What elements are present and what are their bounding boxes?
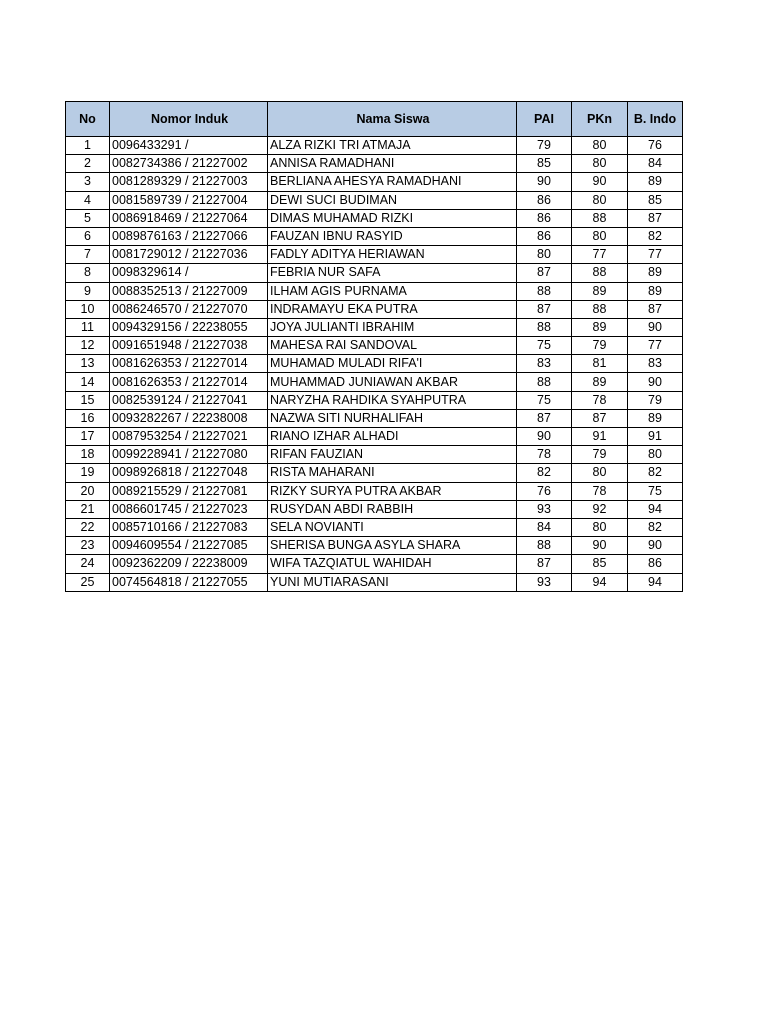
cell-pai: 79 bbox=[517, 137, 572, 155]
cell-nama-siswa: JOYA JULIANTI IBRAHIM bbox=[268, 318, 517, 336]
cell-pai: 86 bbox=[517, 209, 572, 227]
cell-no: 15 bbox=[66, 391, 110, 409]
cell-pai: 87 bbox=[517, 264, 572, 282]
cell-no: 21 bbox=[66, 500, 110, 518]
cell-nama-siswa: MUHAMMAD JUNIAWAN AKBAR bbox=[268, 373, 517, 391]
cell-nama-siswa: YUNI MUTIARASANI bbox=[268, 573, 517, 591]
cell-nama-siswa: INDRAMAYU EKA PUTRA bbox=[268, 300, 517, 318]
table-body bbox=[66, 137, 683, 592]
cell-pkn: 91 bbox=[572, 428, 628, 446]
cell-nama-siswa: RUSYDAN ABDI RABBIH bbox=[268, 500, 517, 518]
cell-b-indo: 90 bbox=[628, 537, 683, 555]
cell-no: 6 bbox=[66, 227, 110, 245]
table-row bbox=[66, 464, 683, 482]
cell-b-indo: 94 bbox=[628, 500, 683, 518]
table-row bbox=[66, 555, 683, 573]
cell-no: 18 bbox=[66, 446, 110, 464]
cell-no: 7 bbox=[66, 246, 110, 264]
cell-nama-siswa: ILHAM AGIS PURNAMA bbox=[268, 282, 517, 300]
cell-pkn: 78 bbox=[572, 482, 628, 500]
cell-b-indo: 77 bbox=[628, 246, 683, 264]
table-row bbox=[66, 137, 683, 155]
cell-nomor-induk: 0094329156 / 22238055 bbox=[110, 318, 268, 336]
cell-pai: 93 bbox=[517, 573, 572, 591]
cell-no: 16 bbox=[66, 409, 110, 427]
cell-pkn: 85 bbox=[572, 555, 628, 573]
cell-pai: 76 bbox=[517, 482, 572, 500]
cell-nama-siswa: RIANO IZHAR ALHADI bbox=[268, 428, 517, 446]
table-row bbox=[66, 264, 683, 282]
table-row bbox=[66, 428, 683, 446]
cell-no: 10 bbox=[66, 300, 110, 318]
table-row bbox=[66, 355, 683, 373]
cell-no: 19 bbox=[66, 464, 110, 482]
cell-pkn: 80 bbox=[572, 155, 628, 173]
cell-b-indo: 87 bbox=[628, 209, 683, 227]
cell-no: 14 bbox=[66, 373, 110, 391]
cell-nama-siswa: FEBRIA NUR SAFA bbox=[268, 264, 517, 282]
cell-pai: 87 bbox=[517, 300, 572, 318]
cell-b-indo: 82 bbox=[628, 227, 683, 245]
cell-b-indo: 77 bbox=[628, 337, 683, 355]
table-row bbox=[66, 173, 683, 191]
cell-pai: 85 bbox=[517, 155, 572, 173]
cell-pkn: 80 bbox=[572, 191, 628, 209]
cell-no: 13 bbox=[66, 355, 110, 373]
header-no: No bbox=[66, 102, 110, 137]
cell-no: 11 bbox=[66, 318, 110, 336]
cell-pai: 78 bbox=[517, 446, 572, 464]
cell-pai: 75 bbox=[517, 337, 572, 355]
table-row bbox=[66, 300, 683, 318]
cell-nomor-induk: 0081626353 / 21227014 bbox=[110, 373, 268, 391]
cell-nomor-induk: 0081289329 / 21227003 bbox=[110, 173, 268, 191]
cell-nama-siswa: ANNISA RAMADHANI bbox=[268, 155, 517, 173]
cell-no: 25 bbox=[66, 573, 110, 591]
cell-pkn: 89 bbox=[572, 318, 628, 336]
header-b-indo: B. Indo bbox=[628, 102, 683, 137]
cell-nomor-induk: 0092362209 / 22238009 bbox=[110, 555, 268, 573]
cell-nomor-induk: 0088352513 / 21227009 bbox=[110, 282, 268, 300]
cell-no: 1 bbox=[66, 137, 110, 155]
cell-nama-siswa: WIFA TAZQIATUL WAHIDAH bbox=[268, 555, 517, 573]
cell-pai: 83 bbox=[517, 355, 572, 373]
cell-no: 23 bbox=[66, 537, 110, 555]
cell-pai: 88 bbox=[517, 318, 572, 336]
table-row bbox=[66, 409, 683, 427]
cell-nomor-induk: 0082734386 / 21227002 bbox=[110, 155, 268, 173]
cell-b-indo: 90 bbox=[628, 373, 683, 391]
cell-nama-siswa: SHERISA BUNGA ASYLA SHARA bbox=[268, 537, 517, 555]
table-header-row bbox=[66, 102, 683, 137]
cell-pkn: 78 bbox=[572, 391, 628, 409]
cell-b-indo: 94 bbox=[628, 573, 683, 591]
cell-no: 20 bbox=[66, 482, 110, 500]
cell-pai: 87 bbox=[517, 409, 572, 427]
cell-no: 2 bbox=[66, 155, 110, 173]
cell-b-indo: 89 bbox=[628, 282, 683, 300]
cell-pkn: 89 bbox=[572, 282, 628, 300]
cell-pkn: 79 bbox=[572, 446, 628, 464]
cell-pai: 75 bbox=[517, 391, 572, 409]
cell-nama-siswa: BERLIANA AHESYA RAMADHANI bbox=[268, 173, 517, 191]
table-row bbox=[66, 518, 683, 536]
cell-pai: 93 bbox=[517, 500, 572, 518]
cell-nomor-induk: 0096433291 / bbox=[110, 137, 268, 155]
cell-b-indo: 85 bbox=[628, 191, 683, 209]
cell-nomor-induk: 0081626353 / 21227014 bbox=[110, 355, 268, 373]
cell-pkn: 80 bbox=[572, 518, 628, 536]
cell-no: 4 bbox=[66, 191, 110, 209]
cell-pkn: 88 bbox=[572, 300, 628, 318]
cell-no: 17 bbox=[66, 428, 110, 446]
cell-nama-siswa: RISTA MAHARANI bbox=[268, 464, 517, 482]
table-row bbox=[66, 209, 683, 227]
cell-b-indo: 91 bbox=[628, 428, 683, 446]
header-pkn: PKn bbox=[572, 102, 628, 137]
table-row bbox=[66, 191, 683, 209]
cell-nomor-induk: 0085710166 / 21227083 bbox=[110, 518, 268, 536]
cell-pkn: 81 bbox=[572, 355, 628, 373]
cell-nomor-induk: 0081729012 / 21227036 bbox=[110, 246, 268, 264]
cell-no: 22 bbox=[66, 518, 110, 536]
cell-pkn: 80 bbox=[572, 227, 628, 245]
cell-nomor-induk: 0086918469 / 21227064 bbox=[110, 209, 268, 227]
cell-nama-siswa: MUHAMAD MULADI RIFA'I bbox=[268, 355, 517, 373]
cell-pai: 84 bbox=[517, 518, 572, 536]
table-row bbox=[66, 337, 683, 355]
cell-pai: 80 bbox=[517, 246, 572, 264]
cell-nomor-induk: 0074564818 / 21227055 bbox=[110, 573, 268, 591]
table-row bbox=[66, 537, 683, 555]
cell-nomor-induk: 0089876163 / 21227066 bbox=[110, 227, 268, 245]
cell-nama-siswa: ALZA RIZKI TRI ATMAJA bbox=[268, 137, 517, 155]
table-row bbox=[66, 373, 683, 391]
cell-pkn: 90 bbox=[572, 173, 628, 191]
cell-pkn: 94 bbox=[572, 573, 628, 591]
cell-b-indo: 79 bbox=[628, 391, 683, 409]
cell-pkn: 79 bbox=[572, 337, 628, 355]
cell-b-indo: 89 bbox=[628, 173, 683, 191]
cell-pai: 86 bbox=[517, 227, 572, 245]
cell-pai: 88 bbox=[517, 282, 572, 300]
table-row bbox=[66, 573, 683, 591]
cell-no: 5 bbox=[66, 209, 110, 227]
cell-b-indo: 89 bbox=[628, 409, 683, 427]
table-row bbox=[66, 391, 683, 409]
table-row bbox=[66, 318, 683, 336]
cell-pkn: 89 bbox=[572, 373, 628, 391]
cell-nama-siswa: FAUZAN IBNU RASYID bbox=[268, 227, 517, 245]
cell-nama-siswa: DEWI SUCI BUDIMAN bbox=[268, 191, 517, 209]
cell-b-indo: 82 bbox=[628, 464, 683, 482]
table-row bbox=[66, 246, 683, 264]
cell-nama-siswa: NARYZHA RAHDIKA SYAHPUTRA bbox=[268, 391, 517, 409]
cell-nomor-induk: 0094609554 / 21227085 bbox=[110, 537, 268, 555]
table-row bbox=[66, 155, 683, 173]
cell-nama-siswa: RIFAN FAUZIAN bbox=[268, 446, 517, 464]
cell-pkn: 77 bbox=[572, 246, 628, 264]
table-row bbox=[66, 500, 683, 518]
grades-table bbox=[65, 101, 683, 592]
cell-pkn: 88 bbox=[572, 209, 628, 227]
cell-pai: 90 bbox=[517, 173, 572, 191]
cell-b-indo: 90 bbox=[628, 318, 683, 336]
cell-pkn: 87 bbox=[572, 409, 628, 427]
cell-pai: 87 bbox=[517, 555, 572, 573]
cell-b-indo: 89 bbox=[628, 264, 683, 282]
cell-nomor-induk: 0089215529 / 21227081 bbox=[110, 482, 268, 500]
cell-b-indo: 76 bbox=[628, 137, 683, 155]
cell-b-indo: 87 bbox=[628, 300, 683, 318]
cell-b-indo: 75 bbox=[628, 482, 683, 500]
cell-no: 8 bbox=[66, 264, 110, 282]
cell-nomor-induk: 0099228941 / 21227080 bbox=[110, 446, 268, 464]
cell-nama-siswa: MAHESA RAI SANDOVAL bbox=[268, 337, 517, 355]
table-row bbox=[66, 282, 683, 300]
cell-no: 3 bbox=[66, 173, 110, 191]
cell-nomor-induk: 0082539124 / 21227041 bbox=[110, 391, 268, 409]
cell-no: 24 bbox=[66, 555, 110, 573]
cell-nama-siswa: RIZKY SURYA PUTRA AKBAR bbox=[268, 482, 517, 500]
cell-nama-siswa: NAZWA SITI NURHALIFAH bbox=[268, 409, 517, 427]
cell-nomor-induk: 0091651948 / 21227038 bbox=[110, 337, 268, 355]
cell-nomor-induk: 0098329614 / bbox=[110, 264, 268, 282]
cell-nomor-induk: 0098926818 / 21227048 bbox=[110, 464, 268, 482]
cell-pai: 86 bbox=[517, 191, 572, 209]
cell-nama-siswa: FADLY ADITYA HERIAWAN bbox=[268, 246, 517, 264]
cell-pai: 90 bbox=[517, 428, 572, 446]
cell-nomor-induk: 0081589739 / 21227004 bbox=[110, 191, 268, 209]
table-row bbox=[66, 227, 683, 245]
cell-b-indo: 82 bbox=[628, 518, 683, 536]
header-nama-siswa: Nama Siswa bbox=[268, 102, 517, 137]
cell-no: 12 bbox=[66, 337, 110, 355]
cell-pai: 88 bbox=[517, 537, 572, 555]
cell-b-indo: 84 bbox=[628, 155, 683, 173]
cell-nama-siswa: DIMAS MUHAMAD RIZKI bbox=[268, 209, 517, 227]
cell-b-indo: 83 bbox=[628, 355, 683, 373]
cell-nomor-induk: 0086601745 / 21227023 bbox=[110, 500, 268, 518]
header-pai: PAI bbox=[517, 102, 572, 137]
table-row bbox=[66, 446, 683, 464]
cell-b-indo: 80 bbox=[628, 446, 683, 464]
cell-pai: 88 bbox=[517, 373, 572, 391]
cell-pai: 82 bbox=[517, 464, 572, 482]
cell-nomor-induk: 0087953254 / 21227021 bbox=[110, 428, 268, 446]
cell-no: 9 bbox=[66, 282, 110, 300]
table-row bbox=[66, 482, 683, 500]
cell-pkn: 88 bbox=[572, 264, 628, 282]
header-nomor-induk: Nomor Induk bbox=[110, 102, 268, 137]
cell-b-indo: 86 bbox=[628, 555, 683, 573]
cell-pkn: 90 bbox=[572, 537, 628, 555]
cell-nomor-induk: 0086246570 / 21227070 bbox=[110, 300, 268, 318]
cell-pkn: 80 bbox=[572, 137, 628, 155]
cell-pkn: 92 bbox=[572, 500, 628, 518]
cell-nomor-induk: 0093282267 / 22238008 bbox=[110, 409, 268, 427]
cell-nama-siswa: SELA NOVIANTI bbox=[268, 518, 517, 536]
cell-pkn: 80 bbox=[572, 464, 628, 482]
